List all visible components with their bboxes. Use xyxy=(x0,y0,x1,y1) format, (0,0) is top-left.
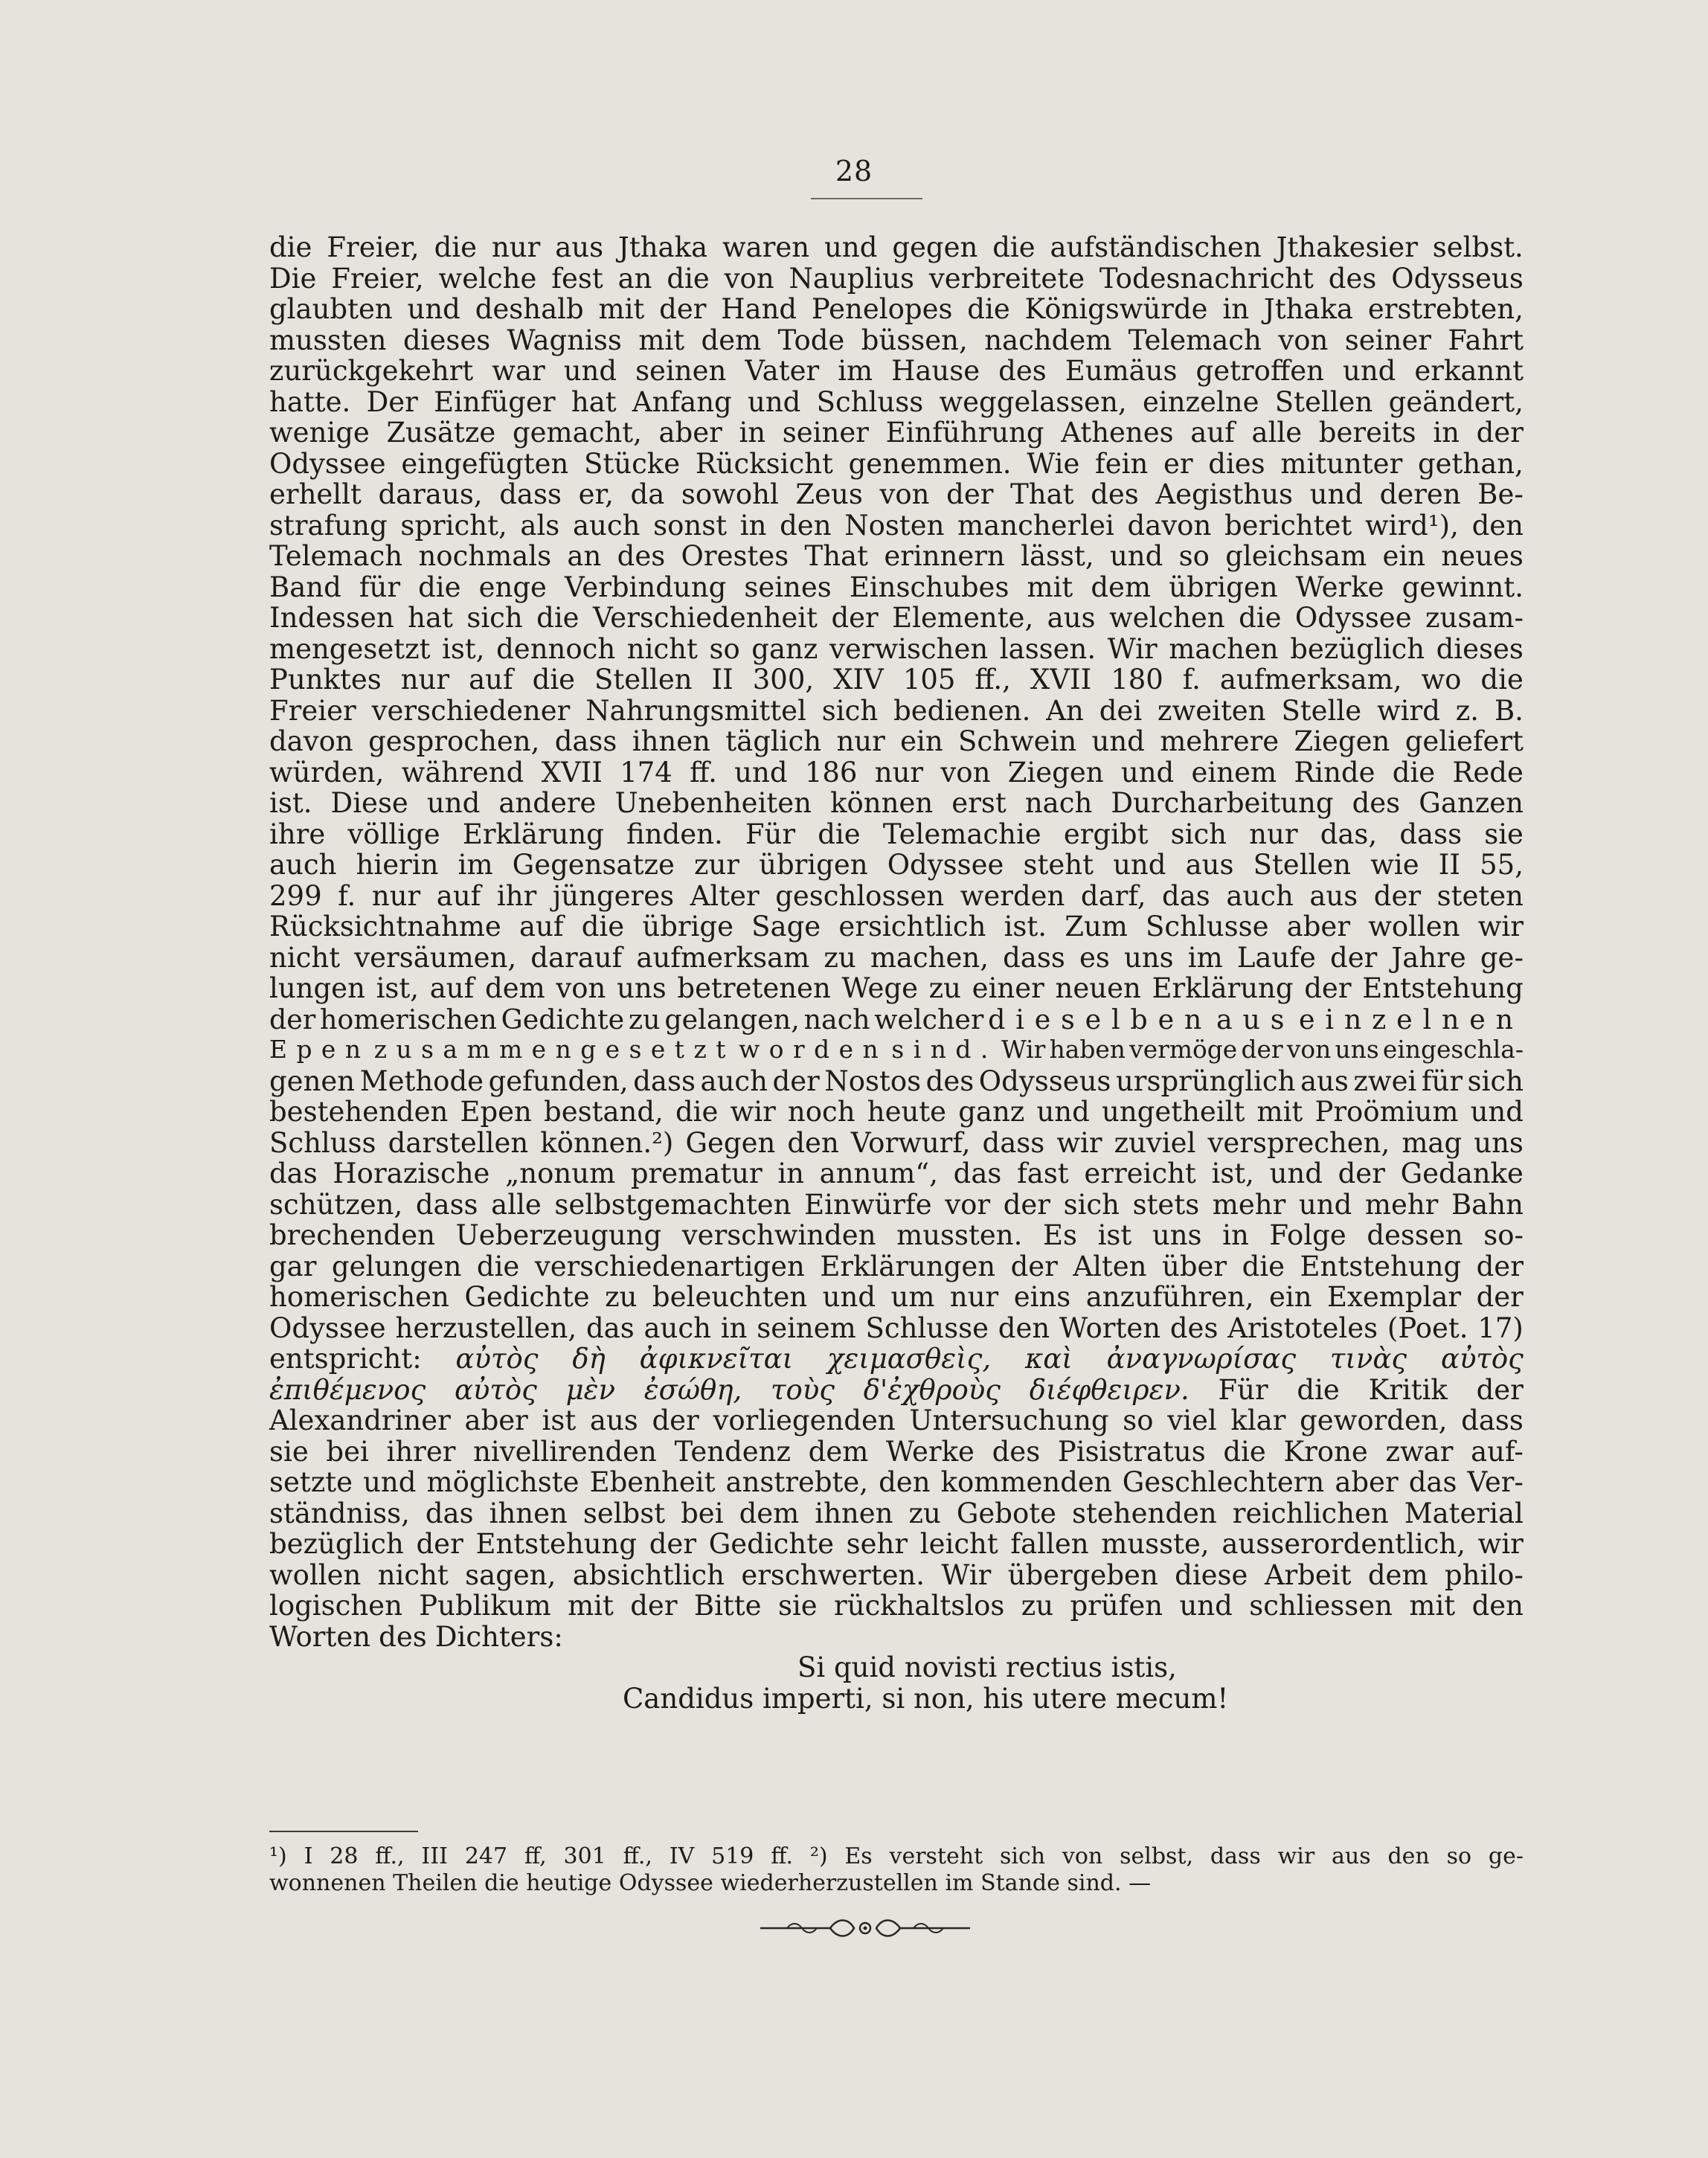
text-line: zurückgekehrt war und seinen Vater im Hause des Eumäus getroffen und erkannt xyxy=(269,355,1524,387)
text-line: lungen ist, auf dem von uns betretenen Wege zu einer neuen Erklärung der Entstehung xyxy=(269,972,1524,1004)
text-line: nicht versäumen, darauf aufmerksam zu machen, dass es uns im Laufe der Jahre ge- xyxy=(269,941,1524,974)
body-text xyxy=(269,232,1524,1714)
text-line-greek: entspricht: αὐτὸς δὴ ἀφικνεῖται χειμασθεὶς, καὶ ἀναγνωρίσας τινὰς αὐτὸς xyxy=(269,1343,1524,1375)
text-line: setzte und möglichste Ebenheit anstrebte, den kommenden Geschlechtern aber das Ver- xyxy=(269,1466,1524,1498)
footnotes xyxy=(269,1843,1524,1897)
text-line: strafung spricht, als auch sonst in den Nosten mancherlei davon berichtet wird¹), den xyxy=(269,509,1524,542)
text-line-greek: ἐπιθέμενος αὐτὸς μὲν ἐσώθη, τοὺς δ'ἐχθροὺς διέφθειρεν. Für die Kritik der xyxy=(269,1373,1524,1406)
text-line: erhellt daraus, dass er, da sowohl Zeus von der That des Aegisthus und deren Be- xyxy=(269,478,1524,510)
text-line: auch hierin im Gegensatze zur übrigen Odyssee steht und aus Stellen wie II 55, xyxy=(269,849,1524,881)
text-line: Rücksichtnahme auf die übrige Sage ersichtlich ist. Zum Schlusse aber wollen wir xyxy=(269,911,1524,942)
text-line: bezüglich der Entstehung der Gedichte sehr leicht fallen musste, ausserordentlich, wir xyxy=(269,1528,1524,1560)
verse-quote xyxy=(269,1652,1524,1683)
text-line: Telemach nochmals an des Orestes That erinnern lässt, und so gleichsam ein neues xyxy=(269,540,1524,572)
text-line: Indessen hat sich die Verschiedenheit der Elemente, aus welchen die Odyssee zusam- xyxy=(269,602,1524,634)
text-line: wollen nicht sagen, absichtlich erschwerten. Wir übergeben diese Arbeit dem philo- xyxy=(269,1558,1524,1591)
text-line: Alexandriner aber ist aus der vorliegenden Untersuchung so viel klar geworden, dass xyxy=(269,1404,1524,1436)
text-line: der homerischen Gedichte zu gelangen, nach welcher dieselben aus einzelnen xyxy=(269,1003,1524,1035)
footnote-line: ¹) I 28 ff., III 247 ff, 301 ff., IV 519 ff. ²) Es versteht sich von selbst, dass wir aus den so ge- xyxy=(269,1843,1524,1869)
text-line: schützen, dass alle selbstgemachten Einwürfe vor der sich stets mehr und mehr Bahn xyxy=(269,1188,1524,1221)
text-line: Band für die enge Verbindung seines Einschubes mit dem übrigen Werke gewinnt. xyxy=(269,571,1524,603)
verse-quote xyxy=(269,1683,1524,1715)
text-line: Odyssee herzustellen, das auch in seinem Schlusse den Worten des Aristoteles (Poet. 17) xyxy=(269,1311,1524,1344)
footnote-rule xyxy=(269,1831,418,1832)
text-line: ständniss, das ihnen selbst bei dem ihnen zu Gebote stehenden reichlichen Material xyxy=(269,1497,1524,1529)
text-line: Die Freier, welche fest an die von Nauplius verbreitete Todesnachricht des Odysseus xyxy=(269,262,1524,295)
text-line: homerischen Gedichte zu beleuchten und um nur eins anzuführen, ein Exemplar der xyxy=(269,1281,1524,1313)
text-line: ist. Diese und andere Unebenheiten können erst nach Durcharbeitung des Ganzen xyxy=(269,787,1524,819)
text-line: davon gesprochen, dass ihnen täglich nur ein Schwein und mehrere Ziegen geliefert xyxy=(269,725,1524,757)
text-line: ihre völlige Erklärung finden. Für die Telemachie ergibt sich nur das, dass sie xyxy=(269,818,1524,850)
text-line: wenige Zusätze gemacht, aber in seiner Einführung Athenes auf alle bereits in der xyxy=(269,417,1524,449)
text-line: bestehenden Epen bestand, die wir noch heute ganz und ungetheilt mit Proömium und xyxy=(269,1096,1524,1128)
verse-line-2: Candidus imperti, si non, his utere mecum! xyxy=(623,1682,1229,1715)
page-number: 28 xyxy=(835,155,873,187)
text-line: würden, während XVII 174 ff. und 186 nur von Ziegen und einem Rinde die Rede xyxy=(269,756,1524,789)
text-line: Epen zusammengesetzt worden sind. Wir haben vermöge der von uns eingeschla- xyxy=(269,1035,1524,1064)
text-line: Freier verschiedener Nahrungsmittel sich bedienen. An dei zweiten Stelle wird z. B. xyxy=(269,694,1524,727)
text-line: sie bei ihrer nivellirenden Tendenz dem Werke des Pisistratus die Krone zwar auf- xyxy=(269,1435,1524,1468)
text-line: glaubten und deshalb mit der Hand Penelopes die Königswürde in Jthaka erstrebten, xyxy=(269,293,1524,325)
text-line: hatte. Der Einfüger hat Anfang und Schluss weggelassen, einzelne Stellen geändert, xyxy=(269,385,1524,418)
decorative-tailpiece-icon xyxy=(757,1913,973,1943)
text-line: brechenden Ueberzeugung verschwinden mussten. Es ist uns in Folge dessen so- xyxy=(269,1219,1524,1251)
text-line: Punktes nur auf die Stellen II 300, XIV 105 ff., XVII 180 f. aufmerksam, wo die xyxy=(269,664,1524,696)
text-line: mussten dieses Wagniss mit dem Tode büssen, nachdem Telemach von seiner Fahrt xyxy=(269,324,1524,356)
text-line: genen Methode gefunden, dass auch der Nostos des Odysseus ursprünglich aus zwei für sich xyxy=(269,1064,1524,1097)
text-line: die Freier, die nur aus Jthaka waren und gegen die aufständischen Jthakesier selbst. xyxy=(269,231,1524,263)
header-rule xyxy=(811,198,922,199)
text-line: mengesetzt ist, dennoch nicht so ganz verwischen lassen. Wir machen bezüglich dieses xyxy=(269,632,1524,665)
verse-line-1: Si quid novisti rectius istis, xyxy=(797,1651,1177,1683)
text-line: das Horazische „nonum prematur in annum“, das fast erreicht ist, und der Gedanke xyxy=(269,1157,1524,1189)
text-line: Odyssee eingefügten Stücke Rücksicht genemmen. Wie fein er dies mitunter gethan, xyxy=(269,447,1524,480)
footnote-line: wonnenen Theilen die heutige Odyssee wiederherzustellen im Stande sind. — xyxy=(269,1870,1152,1896)
text-line: Schluss darstellen können.²) Gegen den Vorwurf, dass wir zuviel versprechen, mag uns xyxy=(269,1126,1524,1159)
text-line: logischen Publikum mit der Bitte sie rückhaltslos zu prüfen und schliessen mit den xyxy=(269,1590,1524,1622)
text-line: Worten des Dichters: xyxy=(269,1620,563,1653)
text-line: 299 f. nur auf ihr jüngeres Alter geschlossen werden darf, das auch aus der steten xyxy=(269,879,1524,912)
text-line: gar gelungen die verschiedenartigen Erklärungen der Alten über die Entstehung der xyxy=(269,1250,1524,1282)
